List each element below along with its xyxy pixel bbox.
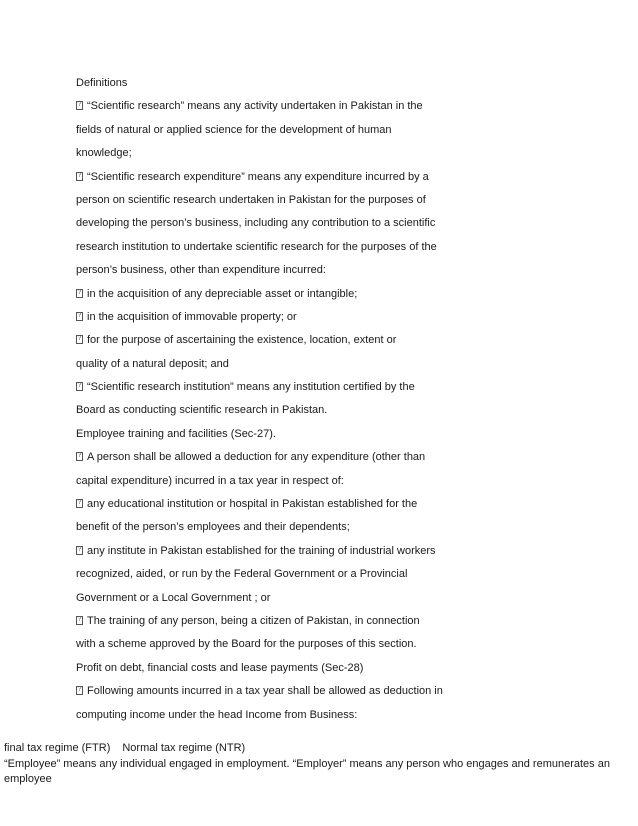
line-text: The training of any person, being a citizen of Pakistan, in connection [87,614,420,627]
text-line [76,259,546,282]
text-line [76,399,546,422]
line-text: fields of natural or applied science for the development of human [76,123,392,136]
ftr-label: final tax regime (FTR) [4,742,111,754]
line-text: recognized, aided, or run by the Federal Government or a Provincial [76,568,408,581]
line-text: “Scientific research” means any activity undertaken in Pakistan in the [87,100,423,113]
line-text: computing income under the head Income from Business: [76,708,358,721]
tax-regime-line [4,741,634,757]
line-text: capital expenditure) incurred in a tax year in respect of: [76,474,344,487]
text-line [76,212,546,235]
text-line [76,142,546,165]
line-text: developing the person’s business, including any contribution to a scientific [76,217,436,230]
line-text: Board as conducting scientific research in Pakistan. [76,404,328,417]
missing-glyph-icon [76,289,83,298]
line-text: Employee training and facilities (Sec-27). [76,427,276,440]
bullet-line [76,376,546,399]
bullet-line [76,610,546,633]
document-footer [4,741,634,788]
bullet-line [76,166,546,189]
line-text: Government or a Local Government ; or [76,591,271,604]
document-body [76,72,546,727]
missing-glyph-icon [76,452,83,461]
line-text: benefit of the person’s employees and their dependents; [76,521,350,534]
bullet-line [76,283,546,306]
missing-glyph-icon [76,312,83,321]
line-text: “Scientific research institution” means any institution certified by the [87,381,415,394]
missing-glyph-icon [76,382,83,391]
text-line [76,119,546,142]
text-line [76,189,546,212]
text-line [76,423,546,446]
line-text: A person shall be allowed a deduction for any expenditure (other than [87,451,426,464]
line-text: research institution to undertake scientific research for the purposes of the [76,240,437,253]
text-line [76,236,546,259]
line-text: quality of a natural deposit; and [76,357,229,370]
line-text: in the acquisition of immovable property; or [87,310,297,323]
line-text: Profit on debt, financial costs and lease payments (Sec-28) [76,661,364,674]
line-text: for the purpose of ascertaining the existence, location, extent or [87,334,397,347]
line-text: any institute in Pakistan established for the training of industrial workers [87,544,436,557]
line-text: “Scientific research expenditure” means any expenditure incurred by a [87,170,429,183]
missing-glyph-icon [76,499,83,508]
employee-definition: “Employee” means any individual engaged in employment. “Employer” means any person who engages and remunerates an employee [4,757,610,785]
line-text: any educational institution or hospital in Pakistan established for the [87,498,418,511]
line-text: knowledge; [76,147,132,160]
line-text: with a scheme approved by the Board for the purposes of this section. [76,638,417,651]
text-line [76,470,546,493]
text-line [76,633,546,656]
line-text: Following amounts incurred in a tax year shall be allowed as deduction in [87,685,443,698]
bullet-line [76,680,546,703]
bullet-line [76,329,546,352]
bullet-line [76,493,546,516]
line-text: in the acquisition of any depreciable asset or intangible; [87,287,358,300]
line-text: person on scientific research undertaken in Pakistan for the purposes of [76,193,426,206]
text-line [76,563,546,586]
missing-glyph-icon [76,101,83,110]
ntr-label: Normal tax regime (NTR) [122,742,246,754]
text-line [76,657,546,680]
text-line [76,516,546,539]
text-line [76,587,546,610]
bullet-line [76,95,546,118]
missing-glyph-icon [76,172,83,181]
line-text: Definitions [76,77,128,89]
missing-glyph-icon [76,546,83,555]
missing-glyph-icon [76,686,83,695]
text-line [76,353,546,376]
bullet-line [76,540,546,563]
text-line [76,704,546,727]
missing-glyph-icon [76,335,83,344]
bullet-line [76,446,546,469]
text-line [76,72,546,95]
missing-glyph-icon [76,616,83,625]
line-text: person’s business, other than expenditure incurred: [76,264,326,277]
bullet-line [76,306,546,329]
